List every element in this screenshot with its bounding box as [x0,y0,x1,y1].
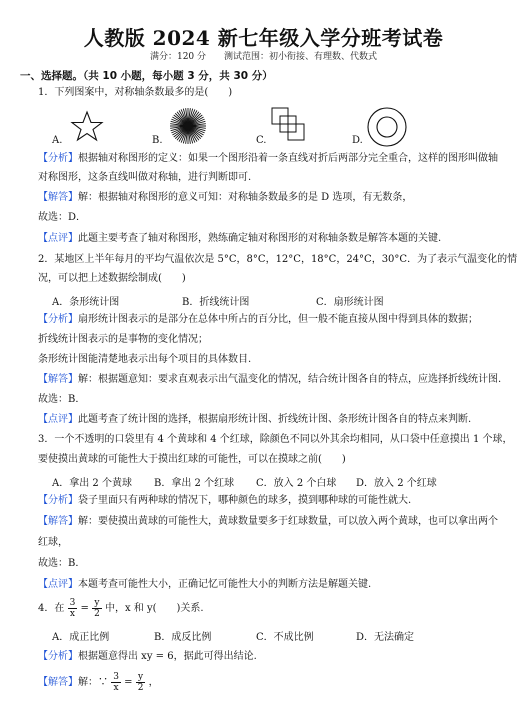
question-1-stem: 1．下列图案中，对称轴条数最多的是( ) [38,87,233,98]
star-outline-icon [70,110,104,146]
analysis-tag: 【分析】 [38,651,78,662]
section-heading: 一、选择题。（共 10 小题，每小题 3 分，共 30 分） [20,70,273,82]
fraction-y-over-2 [92,598,102,619]
q4-stem-suffix: 中，x 和 y( )关系. [104,603,204,614]
analysis-text: 根据轴对称图形的定义：如果一个图形沿着一条直线对折后两部分完全重合，这样的图形叫做轴 [78,153,498,164]
solution-tag: 【解答】 [38,516,78,527]
solution-text: 解：根据轴对称图形的意义可知：对称轴条数最多的是 D 选项，有无数条， [78,192,413,203]
comment-tag: 【点评】 [38,579,78,590]
analysis-text: 根据题意得出 xy = 6，据此可得出结论. [78,651,257,662]
fraction-3-over-x [68,598,78,619]
fraction-numerator: 3 [69,598,76,608]
solution-text: 解：要使摸出黄球的可能性大，黄球数量要多于红球数量，可以放入两个黄球，也可以拿出两个 [78,516,498,527]
q1-solution [38,191,412,205]
fraction-3-over-x [111,672,121,693]
option-c-label: C. [256,135,267,146]
q4-analysis [38,650,257,664]
q3-option-b: B．拿出 2 个红球 [154,478,235,489]
fraction-numerator: y [136,672,146,683]
comment-text: 此题考查了统计图的选择，根据扇形统计图、折线统计图、条形统计图各自的特点来判断. [78,414,472,425]
comment-tag: 【点评】 [38,414,78,425]
solution-tag: 【解答】 [38,192,78,203]
page-title: 人教版 2024 新七年级入学分班考试卷 [83,26,444,50]
q4-option-c: C．不成比例 [256,632,314,643]
analysis-tag: 【分析】 [38,314,78,325]
solution-tag: 【解答】 [38,677,78,688]
comment-text: 此题主要考查了轴对称图形，熟练确定轴对称图形的对称轴条数是解答本题的关键. [78,233,442,244]
question-2-stem-line-2: 况，可以把上述数据绘制成( ) [38,273,186,284]
overlapping-squares-icon [270,106,308,146]
q3-option-a: A．拿出 2 个黄球 [52,478,132,489]
equals-sign: = [80,603,89,614]
fraction-denominator: x [69,609,75,619]
q2-option-a: A．条形统计图 [52,297,120,308]
question-3-stem-line-2: 要使摸出黄球的可能性大于摸出红球的可能性，可以在摸球之前( ) [38,454,346,465]
q3-option-c: C．放入 2 个白球 [256,478,337,489]
q3-answer: 故选：B． [38,558,86,569]
q2-analysis-line-2: 折线统计图表示的是事物的变化情况； [38,334,208,345]
q4-option-a: A．成正比例 [52,632,110,643]
analysis-text: 袋子里面只有两种球的情况下，哪种颜色的球多，摸到哪种球的可能性就大. [78,495,412,506]
fraction-y-over-2 [136,672,146,693]
solution-prefix: 解：∵ [78,677,108,688]
question-3-stem-line-1: 3．一个不透明的口袋里有 4 个黄球和 4 个红球，除颜色不同以外其余均相同，从口袋中任意摸出 1 个球， [38,434,513,445]
fraction-denominator: 2 [137,683,144,693]
q3-analysis [38,494,411,508]
q4-option-d: D．无法确定 [356,632,415,643]
solution-suffix: ， [148,677,159,688]
fraction-denominator: x [113,683,119,693]
q2-solution [38,373,501,387]
analysis-text: 扇形统计图表示的是部分在总体中所占的百分比，但一般不能直接从图中得到具体的数据； [78,314,478,325]
q1-analysis-line-1 [38,152,498,166]
q2-option-c: C．扇形统计图 [316,297,384,308]
analysis-tag: 【分析】 [38,153,78,164]
comment-text: 本题考查可能性大小，正确记忆可能性大小的判断方法是解题关键. [78,579,372,590]
q4-stem-prefix: 4．在 [38,603,65,614]
q1-answer: 故选：D． [38,212,87,223]
fraction-numerator: 3 [113,672,119,682]
solution-text: 解：根据题意知：要求直观表示出气温变化的情况，结合统计图各自的特点，应选择折线统计图. [78,374,502,385]
q2-comment [38,413,471,427]
q2-answer: 故选：B． [38,394,86,405]
q4-solution [38,672,159,694]
option-d-label: D. [352,135,363,146]
q1-analysis-line-2: 对称图形，这条直线叫做对称轴，进行判断即可. [38,172,252,183]
fraction-denominator: 2 [94,609,100,619]
q3-solution-line-2: 红球， [38,537,68,548]
q1-comment [38,232,441,246]
comment-tag: 【点评】 [38,233,78,244]
fraction-numerator: y [92,598,102,609]
starburst-sunburst-icon [168,106,208,150]
question-4-stem [38,598,204,620]
q2-analysis-line-1 [38,313,478,327]
q3-comment [38,578,371,592]
question-2-stem-line-1: 2．某地区上半年每月的平均气温依次是 5°C，8°C，12°C，18°C，24°C，30°C．为了表示气温变化的情 [38,254,518,265]
q3-option-d: D．放入 2 个红球 [356,478,437,489]
q3-solution-line-1 [38,515,498,529]
q4-option-b: B．成反比例 [154,632,212,643]
solution-tag: 【解答】 [38,374,78,385]
analysis-tag: 【分析】 [38,495,78,506]
page-subtitle: 满分：120 分 测试范围：初小衔接、有理数、代数式 [149,52,378,62]
q2-analysis-line-3: 条形统计图能清楚地表示出每个项目的具体数目. [38,354,252,365]
equals-sign: = [124,677,133,688]
option-b-label: B. [152,135,163,146]
option-a-label: A. [52,135,63,146]
q2-option-b: B．折线统计图 [182,297,250,308]
concentric-circles-icon [366,106,408,152]
